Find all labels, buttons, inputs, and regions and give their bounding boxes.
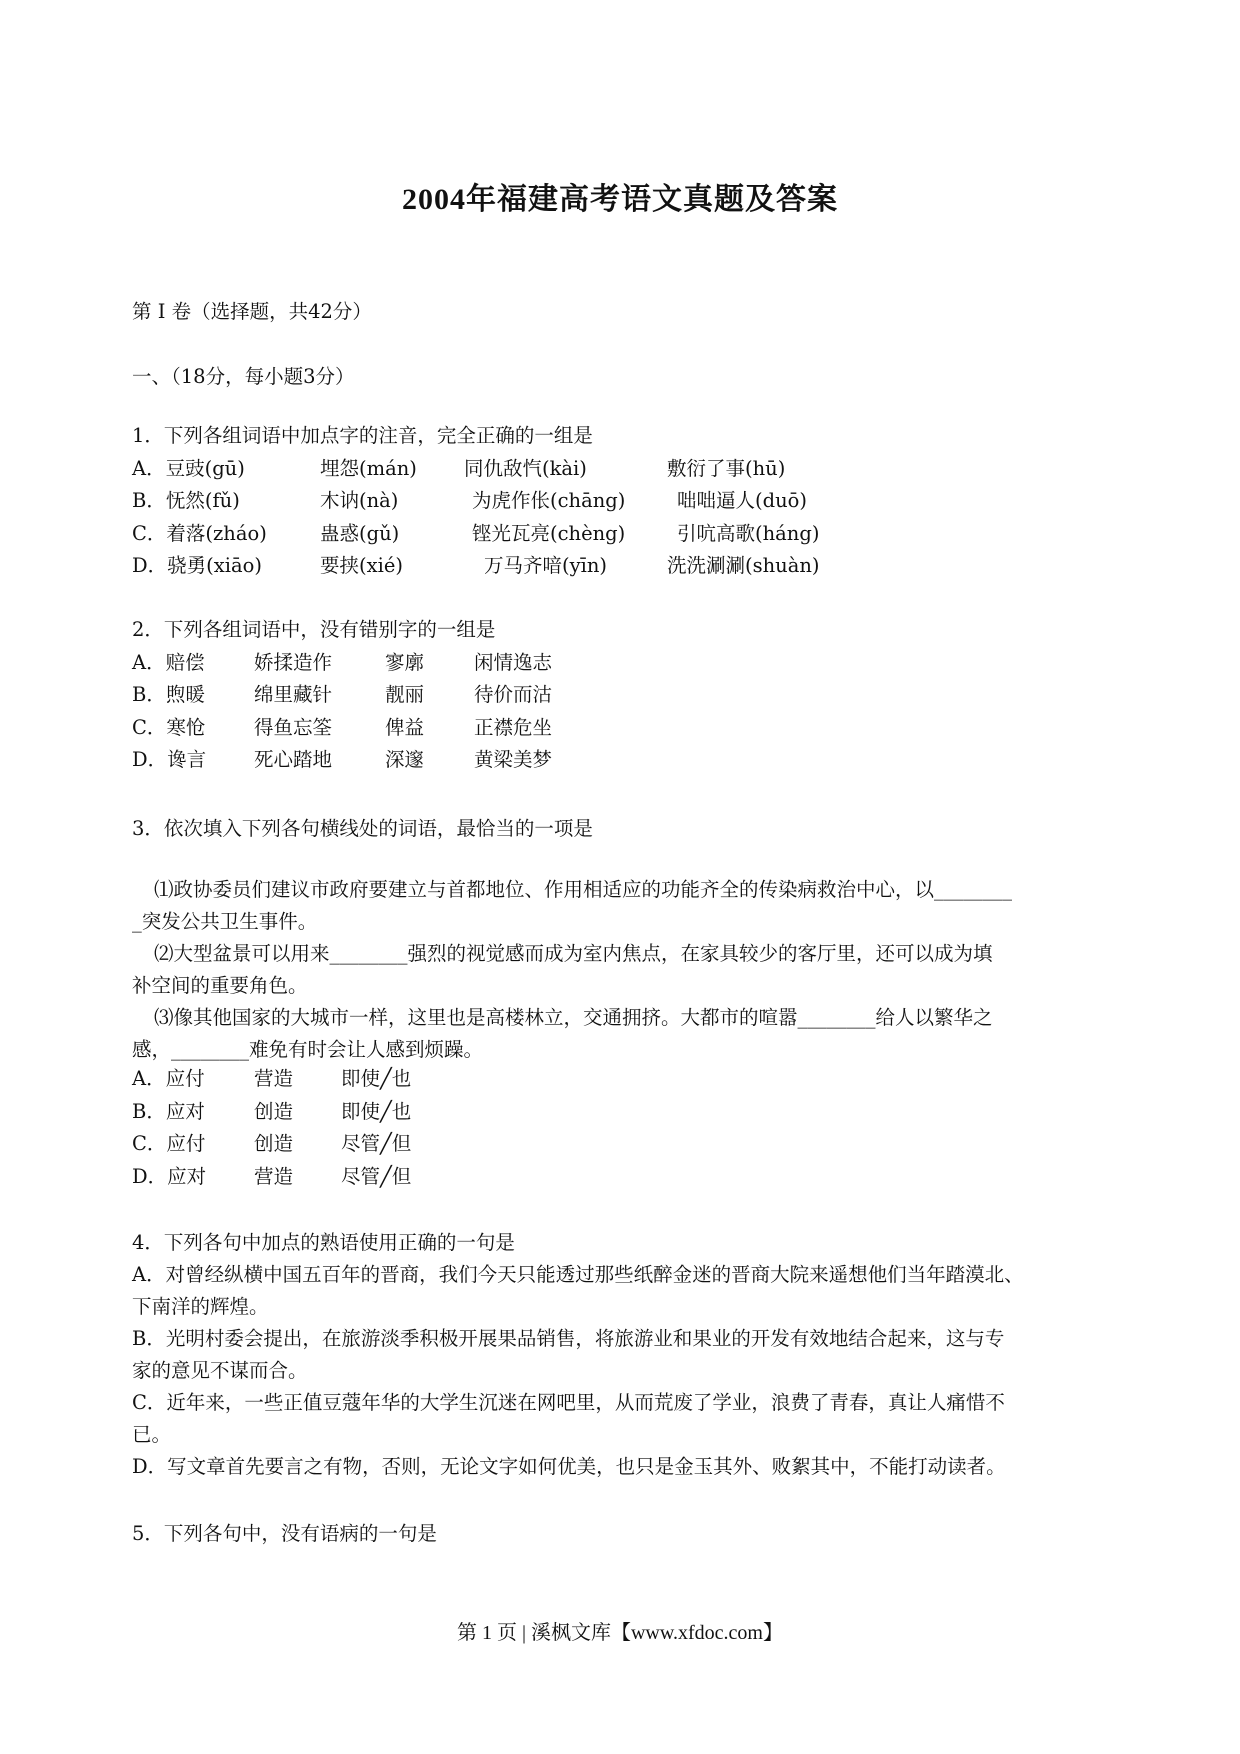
question-stem: 1．下列各组词语中加点字的注音，完全正确的一组是: [132, 424, 593, 447]
section-heading: 一、（18分，每小题3分）: [132, 365, 355, 388]
option-cell: 同仇敌忾(kài): [464, 456, 587, 480]
option-cell: B．怃然(fǔ): [132, 489, 240, 512]
question-5-stem: 5．下列各句中，没有语病的一句是: [132, 1522, 437, 1545]
option-cell: 闲情逸志: [474, 650, 553, 674]
option-cell: 死心踏地: [254, 748, 333, 771]
option-cell: D．应对: [132, 1164, 207, 1188]
option-cell: 敷衍了事(hū): [667, 456, 786, 480]
question-stem: 4．下列各句中加点的熟语使用正确的一句是: [132, 1231, 515, 1254]
option-c-cont: 已。: [132, 1423, 172, 1446]
option-cell: 埋怨(mán): [320, 456, 417, 480]
question-3-sentences: [132, 874, 1112, 1066]
option-cell: 尽管╱但: [341, 1164, 412, 1188]
option-cell: 营造: [254, 1164, 294, 1188]
option-row: [132, 744, 1112, 777]
option-b-cont: 家的意见不谋而合。: [132, 1359, 308, 1382]
option-row: [132, 453, 1112, 486]
option-row: [132, 647, 1112, 680]
option-row: [132, 712, 1112, 745]
question-3-stem: 3．依次填入下列各句横线处的词语，最恰当的一项是: [132, 817, 593, 840]
option-row: [132, 679, 1112, 712]
question-4: [132, 1227, 1112, 1483]
option-row: [132, 1063, 1112, 1096]
sentence-3-cont: 感，________难免有时会让人感到烦躁。: [132, 1038, 484, 1061]
question-1: [132, 420, 1112, 583]
option-cell: 绵里藏针: [254, 683, 333, 706]
option-cell: 蛊惑(gǔ): [320, 521, 400, 545]
option-row: [132, 1128, 1112, 1161]
option-cell: D．谗言: [132, 748, 207, 771]
question-3-options: [132, 1063, 1112, 1193]
option-cell: C．着落(zháo): [132, 521, 267, 545]
option-cell: 创造: [254, 1099, 294, 1123]
option-cell: 得鱼忘筌: [254, 715, 333, 739]
option-cell: 即使╱也: [341, 1067, 412, 1090]
option-a-cont: 下南洋的辉煌。: [132, 1295, 269, 1318]
option-d: D．写文章首先要言之有物，否则，无论文字如何优美，也只是金玉其外、败絮其中，不能打动读者。: [132, 1455, 1006, 1478]
option-row: [132, 550, 1112, 583]
option-a: A．对曾经纵横中国五百年的晋商，我们今天只能透过那些纸醉金迷的晋商大院来遥想他们当年踏漠北、: [132, 1263, 1024, 1286]
option-cell: 深邃: [385, 748, 425, 771]
option-cell: 待价而沽: [474, 683, 553, 706]
option-cell: A．赔偿: [132, 650, 205, 674]
page-footer: 第 1 页 | 溪枫文库【www.xfdoc.com】: [456, 1622, 783, 1644]
option-b: B．光明村委会提出，在旅游淡季积极开展果品销售，将旅游业和果业的开发有效地结合起来，这与专: [132, 1327, 1005, 1350]
option-cell: 要挟(xié): [320, 554, 403, 577]
option-cell: B．应对: [132, 1099, 205, 1123]
option-cell: A．豆豉(gū): [132, 456, 245, 480]
option-cell: 木讷(nà): [320, 489, 399, 512]
sentence-3: ⑶像其他国家的大城市一样，这里也是高楼林立，交通拥挤。大都市的喧嚣________给人以繁华之: [154, 1006, 993, 1029]
option-cell: 引吭高歌(háng): [677, 521, 820, 545]
sentence-2-cont: 补空间的重要角色。: [132, 974, 308, 997]
option-cell: B．煦暖: [132, 683, 205, 706]
option-cell: A．应付: [132, 1067, 205, 1090]
sentence-1: ⑴政协委员们建议市政府要建立与首都地位、作用相适应的功能齐全的传染病救治中心，以________: [154, 878, 1013, 901]
option-cell: 黄梁美梦: [474, 748, 553, 771]
option-cell: 即使╱也: [341, 1099, 412, 1123]
option-cell: 正襟危坐: [474, 715, 553, 739]
option-cell: 尽管╱但: [341, 1132, 412, 1155]
option-cell: D．骁勇(xiāo): [132, 554, 262, 577]
sentence-1-cont: _突发公共卫生事件。: [132, 910, 318, 933]
option-c: C．近年来，一些正值豆蔻年华的大学生沉迷在网吧里，从而荒废了学业，浪费了青春，真让人痛惜不: [132, 1391, 1005, 1414]
option-row: [132, 485, 1112, 518]
question-stem: 2．下列各组词语中，没有错别字的一组是: [132, 618, 496, 641]
option-cell: 寥廓: [385, 650, 425, 674]
option-cell: C．寒怆: [132, 715, 206, 739]
option-cell: 创造: [254, 1132, 294, 1155]
option-cell: 营造: [254, 1067, 294, 1090]
page-title: 2004年福建高考语文真题及答案: [402, 183, 838, 216]
option-cell: 洗洗涮涮(shuàn): [667, 554, 820, 577]
option-cell: 万马齐喑(yīn): [484, 554, 608, 577]
option-cell: C．应付: [132, 1132, 206, 1155]
part-heading: 第 I 卷（选择题，共42分）: [132, 300, 372, 323]
option-cell: 铿光瓦亮(chèng): [472, 521, 626, 545]
option-row: [132, 518, 1112, 551]
sentence-2: ⑵大型盆景可以用来________强烈的视觉感而成为室内焦点，在家具较少的客厅里，还可以成为填: [154, 942, 993, 965]
option-row: [132, 1096, 1112, 1129]
option-cell: 咄咄逼人(duō): [677, 489, 807, 512]
question-2: [132, 614, 1112, 777]
option-row: [132, 1161, 1112, 1194]
option-cell: 为虎作伥(chāng): [472, 489, 626, 512]
option-cell: 俾益: [385, 715, 425, 739]
option-cell: 娇揉造作: [254, 650, 333, 674]
option-cell: 靓丽: [385, 683, 425, 706]
